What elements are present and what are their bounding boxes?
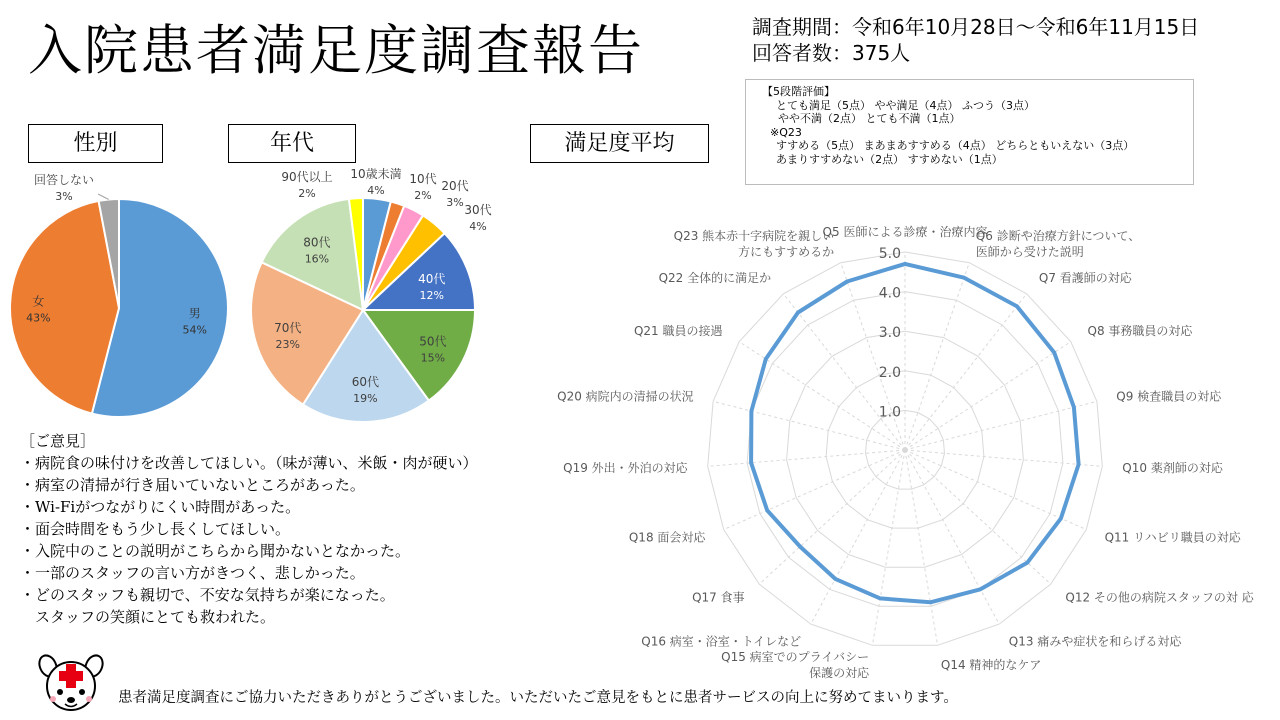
rating-legend-line: あまりすすめない（2点） すすめない（1点） bbox=[776, 152, 1003, 166]
radar-category-label: Q7 看護師の対応 bbox=[1038, 271, 1132, 285]
age-category-label: 60代 bbox=[351, 375, 380, 390]
radar-category-label: Q6 診断や治療方針について、医師から受けた説明 bbox=[975, 228, 1141, 259]
rating-legend-line: ※Q23 bbox=[770, 125, 802, 139]
opinions-heading: ［ご意見］ bbox=[20, 432, 96, 450]
gender-pie-chart bbox=[10, 173, 228, 417]
opinion-item: ・一部のスタッフの言い方がきつく、悲しかった。 bbox=[20, 564, 365, 582]
radar-spoke bbox=[739, 342, 905, 450]
gender-category-label: 女 bbox=[32, 294, 45, 309]
radar-data-point bbox=[879, 597, 882, 600]
radar-tick-label: 3.0 bbox=[878, 325, 901, 342]
age-data-label: 2% bbox=[298, 187, 316, 200]
radar-category-label: Q14 精神的なケア bbox=[940, 658, 1042, 672]
rating-legend-line: やや不満（2点） とても不満（1点） bbox=[778, 112, 961, 125]
gender-leader-line bbox=[98, 194, 109, 200]
radar-data-point bbox=[1072, 406, 1075, 409]
age-category-label: 10歳未満 bbox=[350, 167, 402, 181]
opinion-item: スタッフの笑顔にとても救われた。 bbox=[20, 608, 276, 626]
opinion-item: ・どのスタッフも親切で、不安な気持ちが楽になった。 bbox=[20, 586, 395, 604]
radar-category-label: Q12 その他の病院スタッフの対 応 bbox=[1065, 590, 1254, 605]
radar-category-label: Q10 薬剤師の対応 bbox=[1122, 461, 1223, 475]
rating-legend-line: すすめる（5点） まあまあすすめる（4点） どちらともいえない（3点） bbox=[776, 139, 1135, 152]
age-category-label: 10代 bbox=[409, 172, 437, 186]
age-data-label: 15% bbox=[420, 351, 446, 365]
radar-category-label: Q16 病室・浴室・トイレなど bbox=[641, 634, 802, 649]
satisfaction-radar-chart bbox=[557, 224, 1255, 680]
footer-message: 患者満足度調査にご協力いただきありがとうございました。いただいたご意見をもとに患者サービスの向上に努めてまいります。 bbox=[118, 690, 958, 706]
radar-category-label: Q19 外出・外泊の対応 bbox=[563, 461, 688, 475]
opinion-item: ・入院中のことの説明がこちらから聞かないとなかった。 bbox=[20, 542, 411, 560]
age-pie-chart bbox=[251, 166, 492, 422]
opinion-item: ・面会時間をもう少し長くしてほしい。 bbox=[20, 520, 291, 538]
age-category-label: 70代 bbox=[274, 320, 302, 335]
radar-spoke bbox=[905, 342, 1071, 450]
age-category-label: 90代以上 bbox=[281, 170, 333, 184]
radar-data-point bbox=[799, 545, 802, 548]
radar-spoke bbox=[905, 450, 1102, 466]
radar-spoke bbox=[905, 450, 1051, 584]
radar-data-point bbox=[1053, 351, 1056, 354]
opinions-section bbox=[20, 430, 478, 628]
respondent-count: 回答者数：375人 bbox=[752, 41, 911, 65]
radar-spoke bbox=[708, 450, 905, 466]
gender-data-label: 43% bbox=[26, 311, 51, 325]
page-title: 入院患者満足度調査報告 bbox=[28, 19, 644, 82]
gender-category-label: 男 bbox=[188, 306, 201, 321]
radar-data-point bbox=[797, 311, 800, 314]
radar-data-point bbox=[1077, 463, 1080, 466]
age-data-label: 4% bbox=[367, 184, 385, 197]
radar-category-label: Q22 全体的に満足か bbox=[658, 271, 772, 285]
age-data-label: 12% bbox=[419, 288, 444, 302]
radar-category-label: Q17 食事 bbox=[692, 590, 745, 605]
radar-tick-label: 5.0 bbox=[878, 246, 901, 262]
radar-data-point bbox=[764, 358, 767, 361]
radar-category-label: Q18 面会対応 bbox=[628, 530, 706, 545]
age-category-label: 80代 bbox=[303, 235, 331, 250]
age-category-label: 30代 bbox=[464, 203, 492, 217]
radar-data-point bbox=[963, 276, 966, 279]
radar-spoke bbox=[713, 401, 905, 450]
radar-spoke bbox=[905, 263, 969, 450]
age-data-label: 19% bbox=[353, 392, 378, 406]
opinion-item: ・Wi-Fiがつながりにくい時間があった。 bbox=[20, 498, 301, 516]
age-data-label: 23% bbox=[275, 337, 300, 351]
radar-data-point bbox=[1015, 305, 1018, 308]
radar-data-point bbox=[766, 509, 769, 512]
radar-tick-label: 1.0 bbox=[878, 404, 901, 421]
radar-category-label: Q20 病院内の清掃の状況 bbox=[557, 389, 694, 404]
radar-spoke bbox=[905, 401, 1097, 450]
radar-category-label: Q5 医師による診療・治療内容 bbox=[822, 225, 988, 239]
radar-category-label: Q13 痛みや症状を和らげる対応 bbox=[1008, 634, 1182, 649]
radar-category-label: Q11 リハビリ職員の対応 bbox=[1104, 530, 1241, 545]
survey-period: 調査期間：令和6年10月28日～令和6年11月15日 bbox=[752, 15, 1200, 39]
age-category-label: 20代 bbox=[441, 179, 469, 193]
radar-data-point bbox=[929, 601, 932, 604]
radar-tick-label: 2.0 bbox=[878, 364, 901, 381]
age-data-label: 16% bbox=[304, 252, 330, 266]
radar-data-point bbox=[750, 410, 753, 413]
rating-legend-heading: 【5段階評価】 bbox=[762, 85, 835, 98]
age-section-label: 年代 bbox=[228, 124, 356, 163]
radar-series-line bbox=[751, 264, 1079, 602]
radar-spoke bbox=[759, 450, 905, 584]
radar-category-label: Q23 熊本赤十字病院を親しい方にもすすめるか bbox=[673, 228, 835, 259]
gender-data-label: 54% bbox=[182, 323, 207, 337]
radar-tick-label: 4.0 bbox=[878, 285, 901, 302]
opinion-item: ・病院食の味付けを改善してほしい。（味が薄い、米飯・肉が硬い） bbox=[20, 454, 478, 472]
rating-legend-line: とても満足（5点） やや満足（4点） ふつう（3点） bbox=[776, 98, 1035, 112]
radar-category-label: Q9 検査職員の対応 bbox=[1116, 389, 1222, 404]
gender-category-label: 回答しない bbox=[33, 173, 95, 187]
gender-section-label: 性別 bbox=[28, 124, 163, 163]
radar-category-label: Q15 病室でのプライバシー保護の対応 bbox=[721, 650, 870, 680]
radar-category-label: Q8 事務職員の対応 bbox=[1087, 323, 1193, 338]
satisfaction-section-label: 満足度平均 bbox=[530, 124, 709, 163]
radar-category-label: Q21 職員の接遇 bbox=[633, 323, 723, 338]
radar-spoke bbox=[905, 450, 938, 645]
radar-spoke bbox=[905, 294, 1027, 450]
radar-spoke bbox=[872, 450, 905, 645]
red-cross-dog-mascot-icon bbox=[36, 650, 106, 720]
age-category-label: 50代 bbox=[419, 334, 447, 349]
age-category-label: 40代 bbox=[418, 271, 446, 286]
radar-data-point bbox=[750, 461, 753, 464]
gender-data-label: 3% bbox=[55, 190, 73, 203]
radar-data-point bbox=[834, 577, 837, 580]
radar-data-point bbox=[846, 280, 849, 283]
opinion-item: ・病室の清掃が行き届いていないところがあった。 bbox=[20, 476, 365, 494]
radar-data-point bbox=[1059, 517, 1062, 520]
radar-data-point bbox=[904, 262, 907, 265]
age-data-label: 4% bbox=[469, 220, 487, 233]
radar-data-point bbox=[1026, 561, 1029, 564]
age-data-label: 3% bbox=[446, 196, 464, 209]
age-data-label: 2% bbox=[414, 189, 432, 202]
radar-data-point bbox=[979, 588, 982, 591]
